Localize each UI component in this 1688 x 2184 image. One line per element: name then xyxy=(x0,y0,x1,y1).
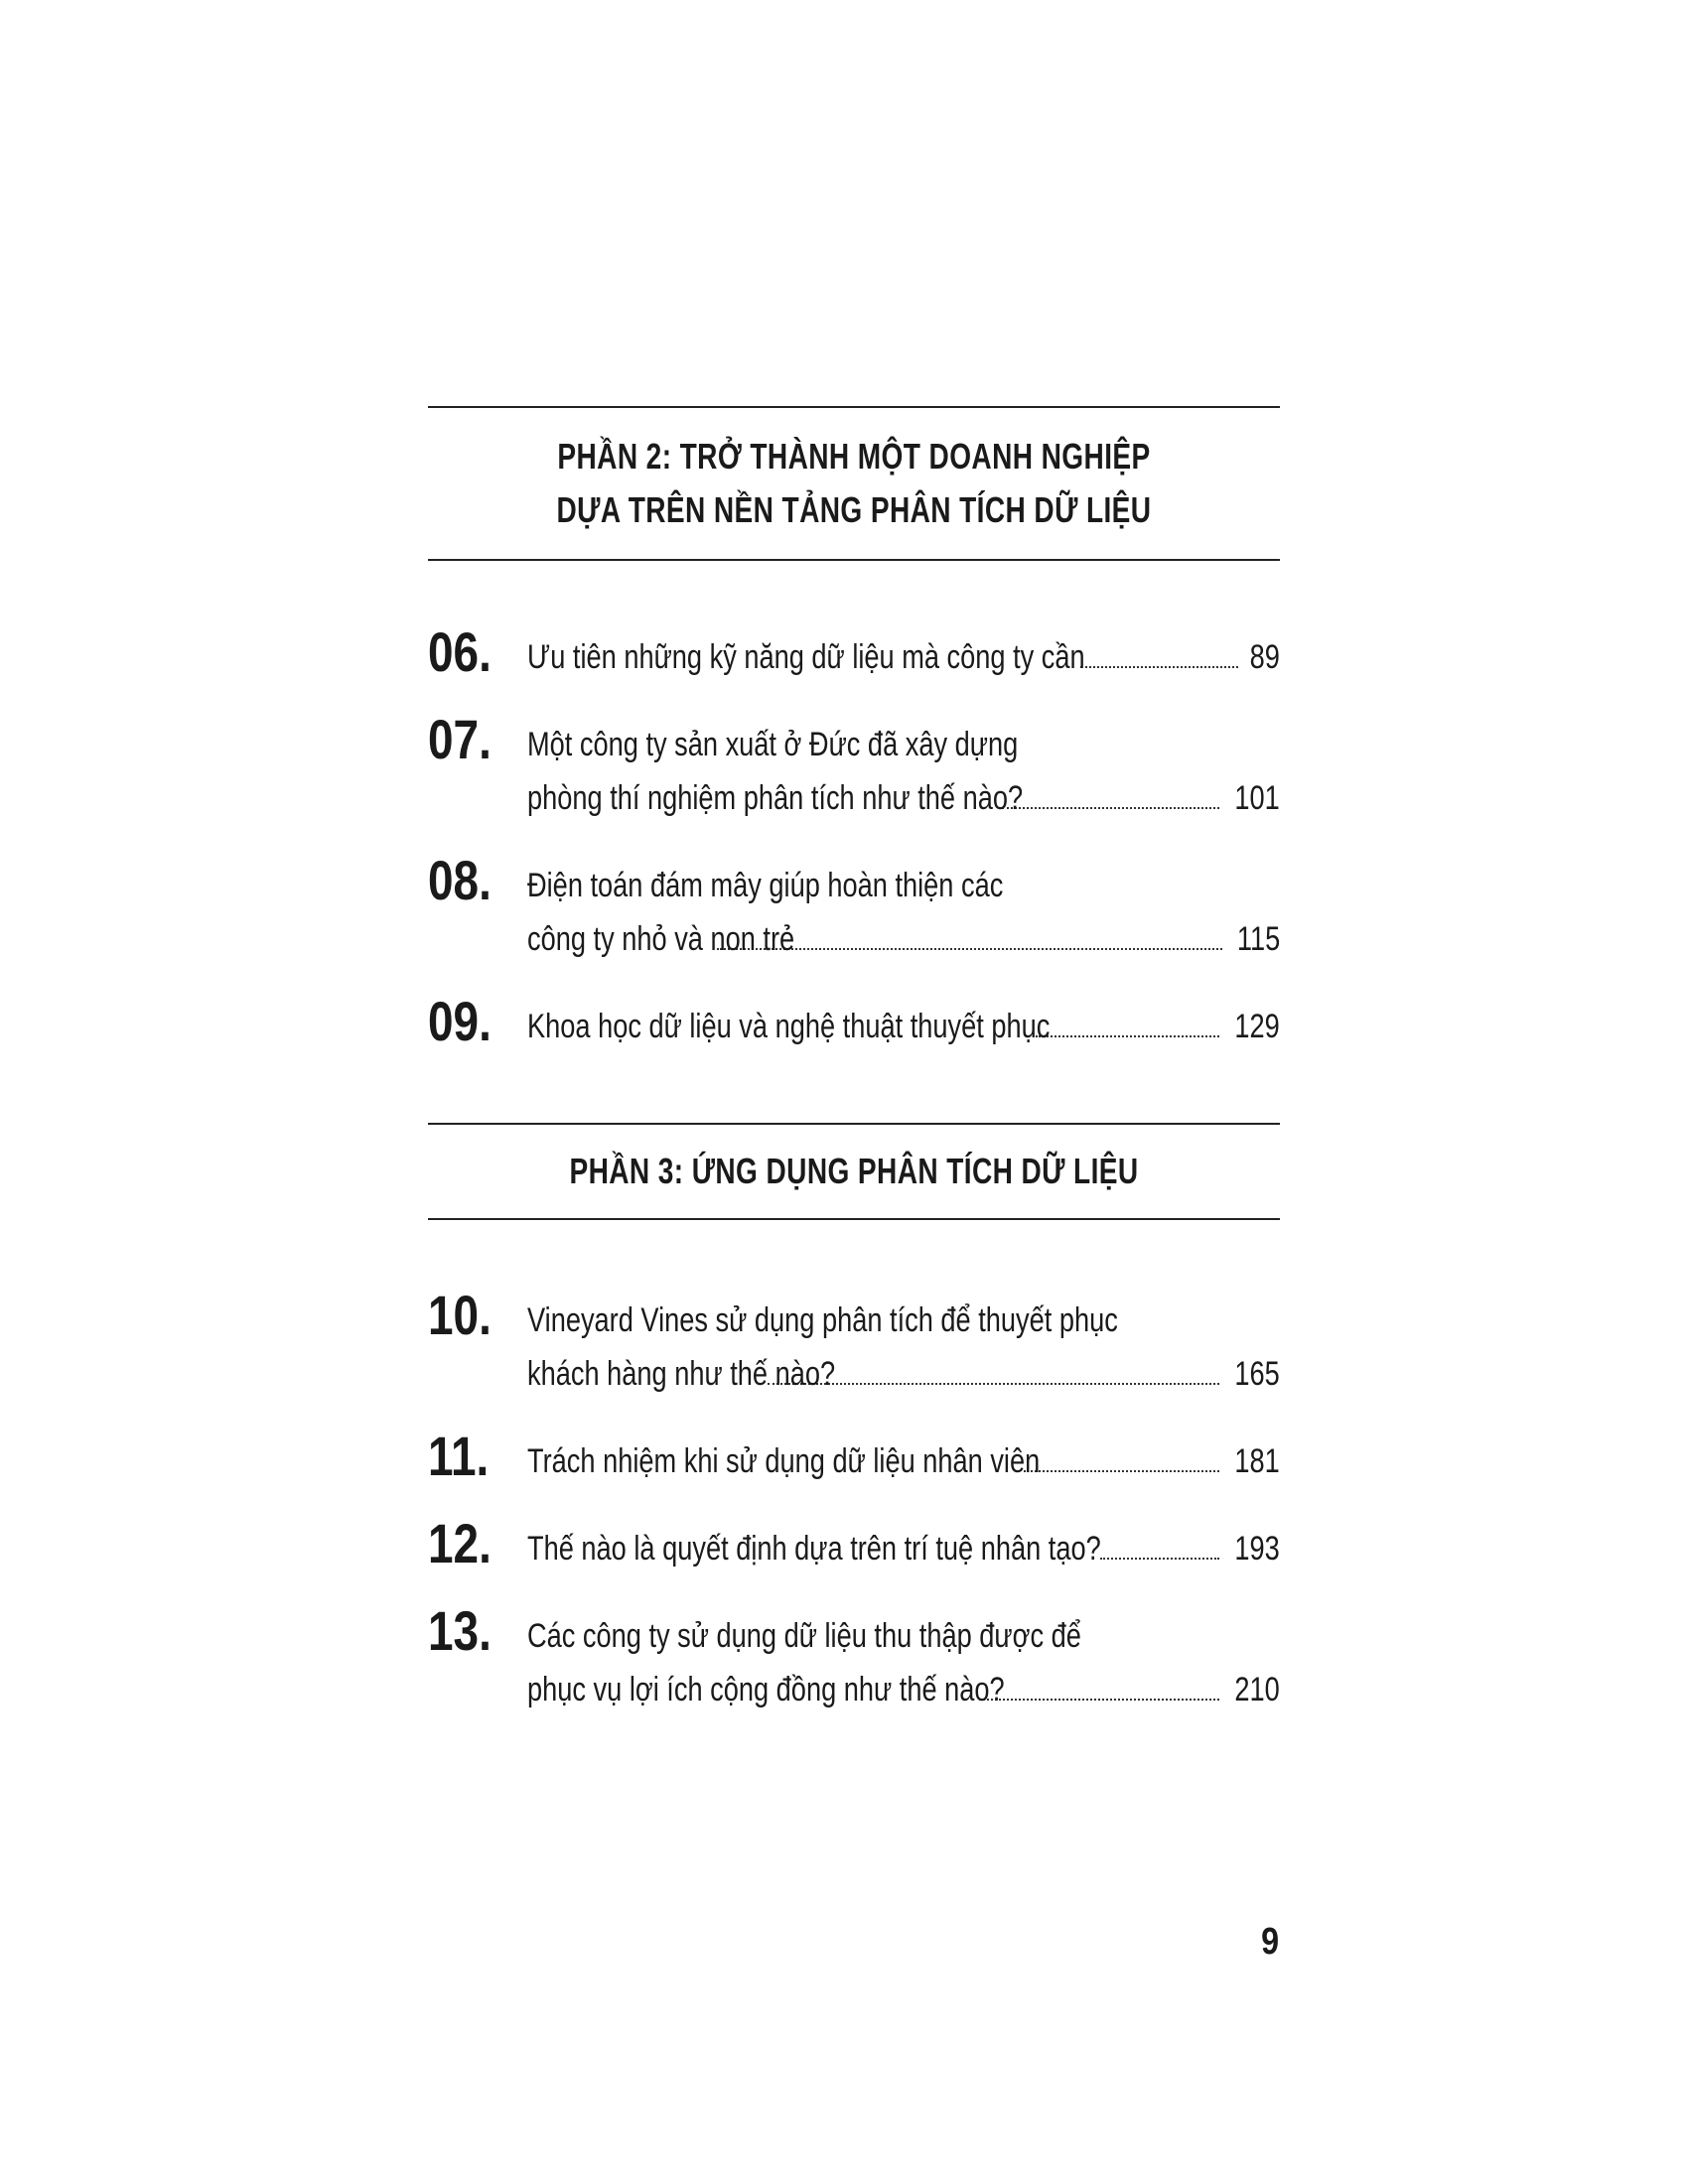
chapter-number: 08. xyxy=(428,849,492,911)
chapter-title-text: Thế nào là quyết định dựa trên trí tuệ nhân tạo? xyxy=(527,1530,1101,1568)
chapter-number: 06. xyxy=(428,620,492,683)
chapter-title-last-line xyxy=(527,630,1280,684)
chapter-title xyxy=(527,859,1280,966)
chapter-11[interactable] xyxy=(428,1425,1280,1488)
chapter-page: 89 xyxy=(1249,638,1280,676)
dot-leader xyxy=(1036,1035,1219,1037)
chapter-number: 09. xyxy=(428,990,492,1052)
chapter-06[interactable] xyxy=(428,620,1280,684)
chapter-title-text: Ưu tiên những kỹ năng dữ liệu mà công ty cần xyxy=(527,638,1085,676)
part2-heading xyxy=(521,408,1186,559)
chapter-title-text: Trách nhiệm khi sử dụng dữ liệu nhân viên xyxy=(527,1442,1041,1480)
chapter-page: 115 xyxy=(1236,920,1280,958)
chapter-title xyxy=(527,1609,1280,1716)
dot-leader xyxy=(1080,666,1239,668)
chapter-title-last-line xyxy=(527,1434,1280,1488)
chapter-title-line: Một công ty sản xuất ở Đức đã xây dựng xyxy=(527,726,1019,763)
chapter-13[interactable] xyxy=(428,1599,1280,1716)
chapter-09[interactable] xyxy=(428,990,1280,1053)
chapter-title-last-line xyxy=(527,1000,1280,1053)
chapter-08[interactable] xyxy=(428,849,1280,966)
chapter-page: 101 xyxy=(1234,779,1280,817)
chapter-title-last-line xyxy=(527,771,1280,825)
chapter-number: 12. xyxy=(428,1512,492,1574)
dot-leader xyxy=(768,1383,1219,1385)
chapter-07[interactable] xyxy=(428,708,1280,825)
chapter-title-last-line xyxy=(527,1663,1280,1716)
section-spacer xyxy=(428,1087,1280,1123)
chapter-title xyxy=(527,1434,1280,1488)
chapter-title-last-line xyxy=(527,1522,1280,1575)
dot-leader xyxy=(1024,1470,1220,1472)
chapter-page: 129 xyxy=(1234,1008,1280,1045)
chapter-title-text: phục vụ lợi ích cộng đồng như thế nào? xyxy=(527,1671,1005,1708)
chapter-title-line: Các công ty sử dụng dữ liệu thu thập được để xyxy=(527,1617,1081,1655)
chapter-number: 11. xyxy=(428,1425,490,1487)
chapter-number: 10. xyxy=(428,1284,492,1346)
chapter-page: 193 xyxy=(1234,1530,1280,1568)
chapter-title-last-line xyxy=(527,912,1280,966)
chapter-title xyxy=(527,1294,1280,1401)
chapter-title-last-line xyxy=(527,1347,1280,1401)
chapter-number: 07. xyxy=(428,708,492,770)
page-number: 9 xyxy=(1261,1921,1279,1963)
table-of-contents xyxy=(428,406,1280,1750)
part3-heading-text: PHẦN 3: ỨNG DỤNG PHÂN TÍCH DỮ LIỆU xyxy=(569,1151,1139,1191)
chapter-title-line: Vineyard Vines sử dụng phân tích để thuyết phục xyxy=(527,1301,1118,1339)
part2-heading-line2: DỰA TRÊN NỀN TẢNG PHÂN TÍCH DỮ LIỆU xyxy=(556,489,1152,530)
chapter-12[interactable] xyxy=(428,1512,1280,1575)
chapter-number: 13. xyxy=(428,1599,492,1662)
dot-leader xyxy=(979,1699,1219,1701)
chapter-title xyxy=(527,1000,1280,1053)
chapter-title-text: phòng thí nghiệm phân tích như thế nào? xyxy=(527,779,1024,817)
chapter-page: 210 xyxy=(1234,1671,1280,1708)
chapter-title-text: khách hàng như thế nào? xyxy=(527,1355,836,1393)
chapter-title-line: Điện toán đám mây giúp hoàn thiện các xyxy=(527,867,1004,904)
chapter-page: 165 xyxy=(1234,1355,1280,1393)
dot-leader xyxy=(1100,1558,1220,1560)
chapter-title xyxy=(527,1522,1280,1575)
dot-leader xyxy=(1002,807,1219,809)
chapter-title xyxy=(527,630,1280,684)
part3-heading xyxy=(521,1125,1186,1218)
part2-chapter-list xyxy=(428,561,1280,1053)
chapter-title-text: Khoa học dữ liệu và nghệ thuật thuyết phục xyxy=(527,1008,1051,1045)
chapter-title-text: công ty nhỏ và non trẻ xyxy=(527,920,795,958)
chapter-title xyxy=(527,718,1280,825)
part3-chapter-list xyxy=(428,1220,1280,1716)
chapter-10[interactable] xyxy=(428,1284,1280,1401)
chapter-page: 181 xyxy=(1234,1442,1280,1480)
part2-heading-line1: PHẦN 2: TRỞ THÀNH MỘT DOANH NGHIỆP xyxy=(557,436,1151,477)
